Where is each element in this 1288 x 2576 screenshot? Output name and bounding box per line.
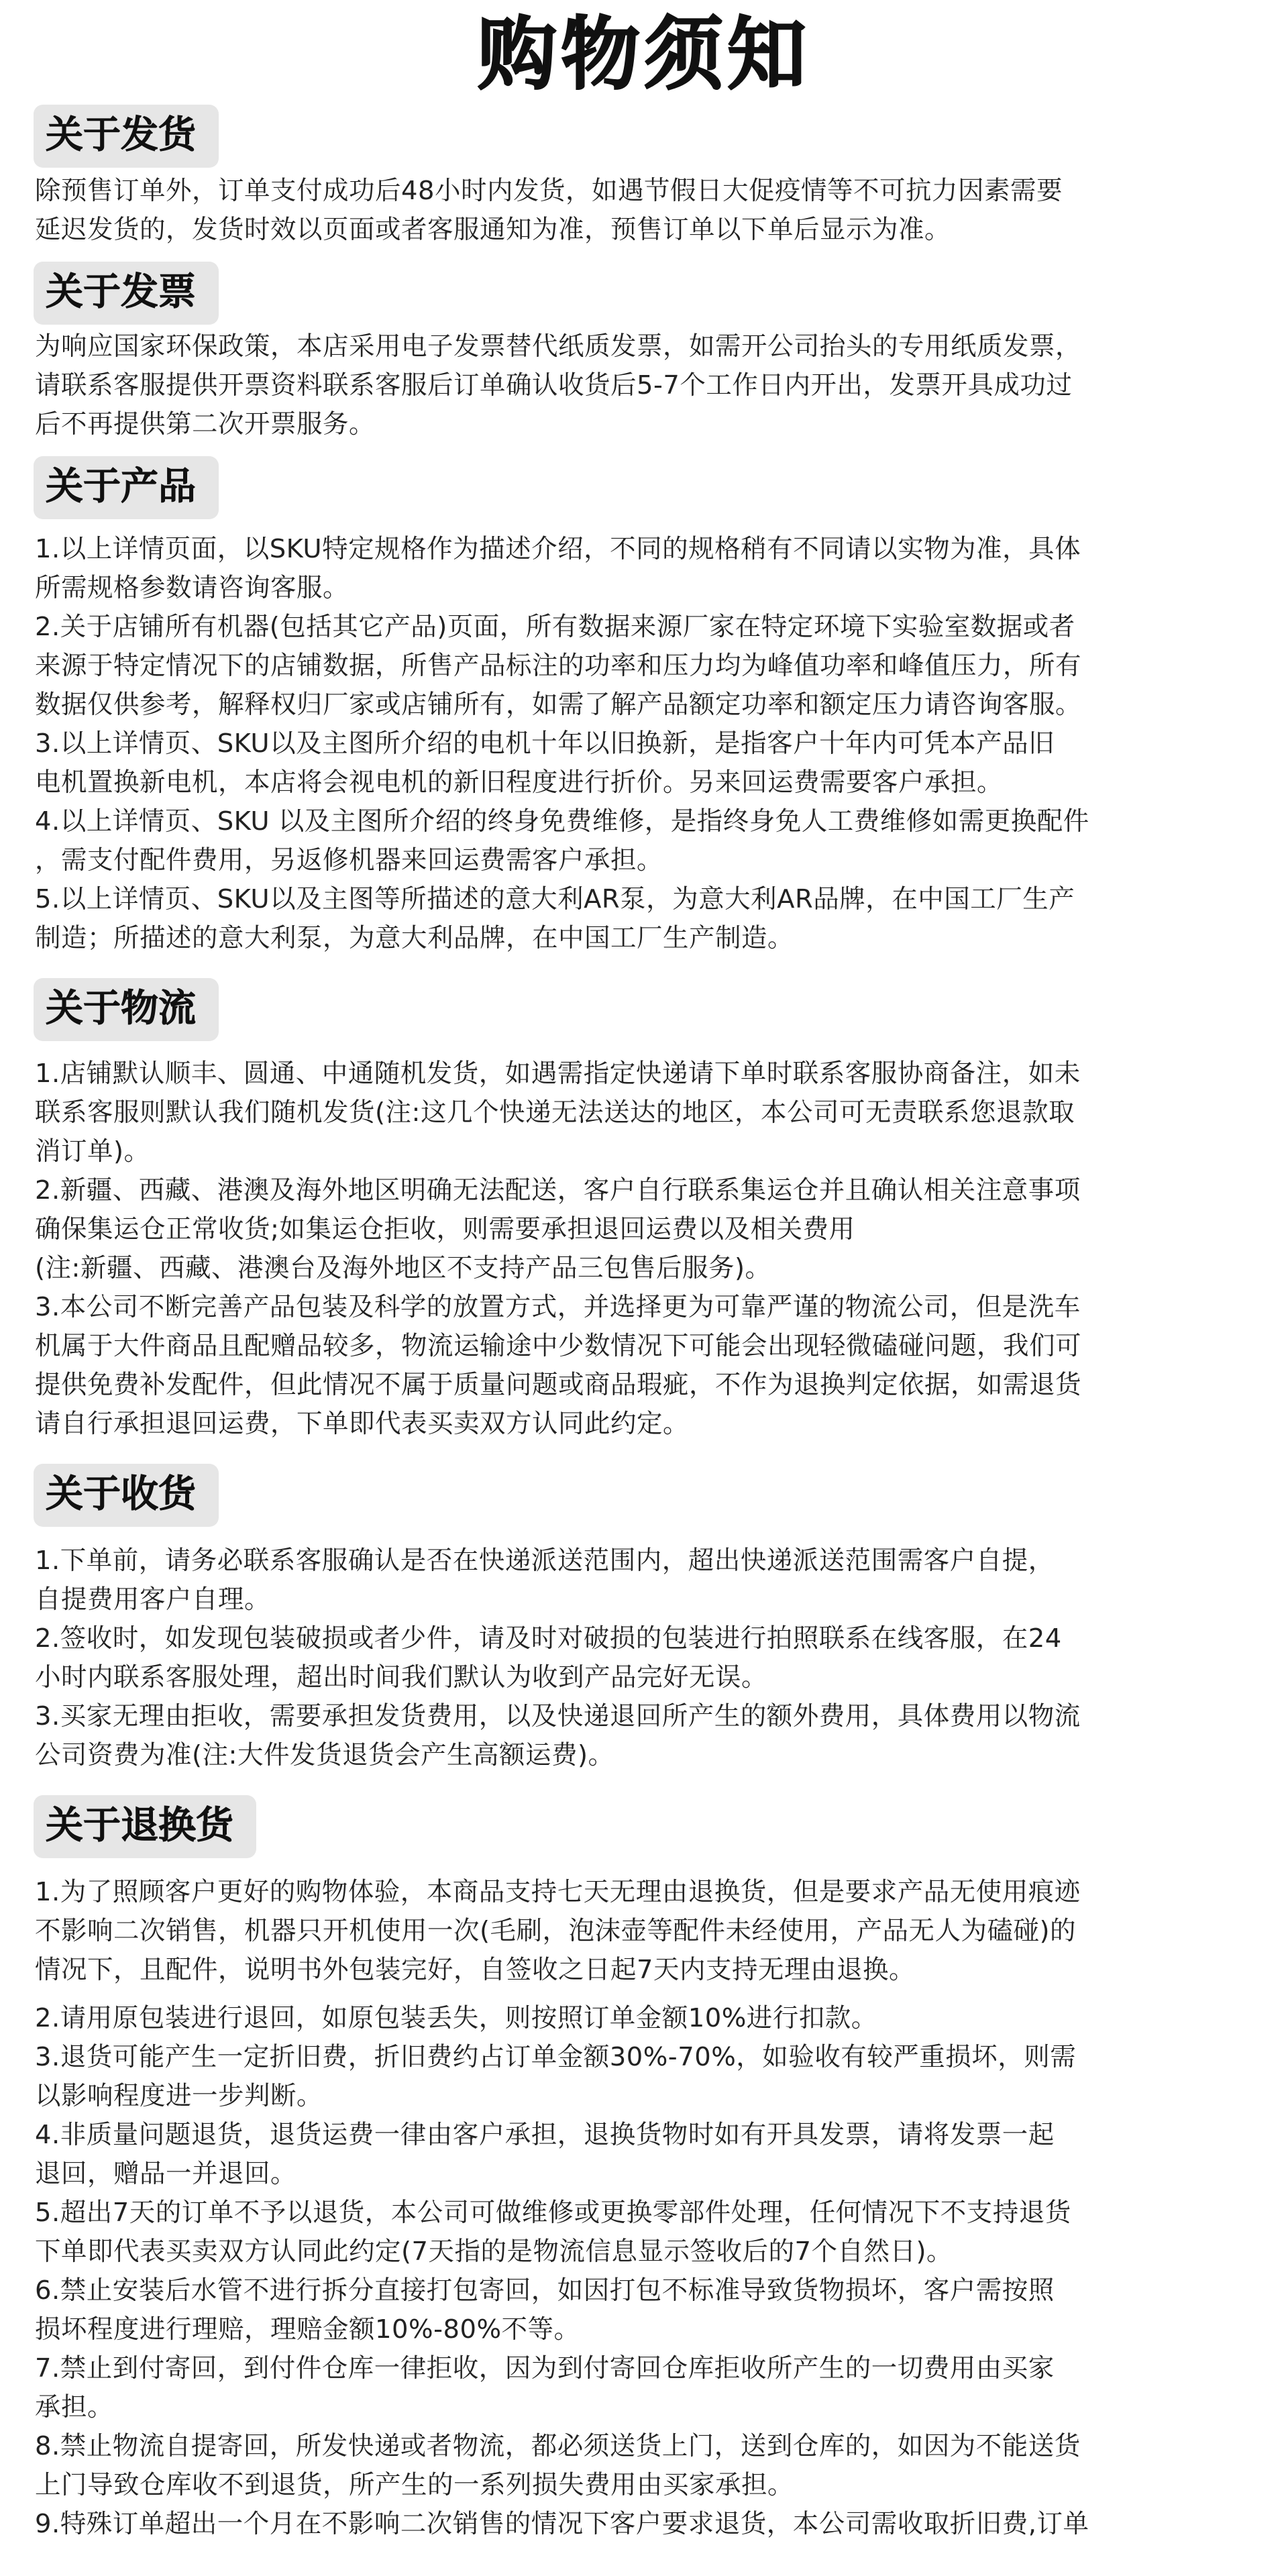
section-paragraph: 1.下单前，请务必联系客服确认是否在快递派送范围内，超出快递派送范围需客户自提， 自提费用客户自理。 bbox=[35, 1546, 1055, 1615]
section-paragraph: 2.请用原包装进行退回，如原包装丢失，则按照订单金额10%进行扣款。 bbox=[35, 2003, 877, 2033]
section-paragraph: 2.新疆、西藏、港澳及海外地区明确无法配送，客户自行联系集运仓并且确认相关注意事项 确保集运仓正常收货;如集运仓拒收，则需要承担退回运费以及相关费用 (注:新疆、西藏、港澳台及海外地区不支持产品三包售后服务)。 bbox=[35, 1175, 1081, 1283]
section bbox=[35, 1795, 1253, 2544]
section-paragraph: 5.超出7天的订单不予以退货，本公司可做维修或更换零部件处理，任何情况下不支持退货 下单即代表买卖双方认同此约定(7天指的是物流信息显示签收后的7个自然日)。 bbox=[35, 2198, 1071, 2267]
section-heading: 关于产品 bbox=[34, 456, 219, 519]
section-paragraph: 1.为了照顾客户更好的购物体验，本商品支持七天无理由退换货，但是要求产品无使用痕迹 不影响二次销售，机器只开机使用一次(毛刷，泡沫壶等配件未经使用，产品无人为磕碰)的 情况下，且配件，说明书外包装完好，自签收之日起7天内支持无理由退换。 bbox=[35, 1877, 1081, 1985]
section-paragraph: 9.特殊订单超出一个月在不影响二次销售的情况下客户要求退货，本公司需收取折旧费,订单 bbox=[35, 2509, 1089, 2539]
section-paragraph: 4.非质量问题退货，退货运费一律由客户承担，退换货物时如有开具发票，请将发票一起 退回，赠品一并退回。 bbox=[35, 2120, 1055, 2189]
section-paragraph: 5.以上详情页、SKU以及主图等所描述的意大利AR泵，为意大利AR品牌，在中国工厂生产 制造；所描述的意大利泵，为意大利品牌，在中国工厂生产制造。 bbox=[35, 884, 1075, 953]
section-paragraph: 1.以上详情页面，以SKU特定规格作为描述介绍，不同的规格稍有不同请以实物为准，具体 所需规格参数请咨询客服。 bbox=[35, 534, 1081, 603]
section bbox=[35, 1464, 1253, 1775]
page-title: 购物须知 bbox=[477, 8, 810, 101]
section-paragraph: 3.买家无理由拒收，需要承担发货费用，以及快递退回所产生的额外费用，具体费用以物流 公司资费为准(注:大件发货退货会产生高额运费)。 bbox=[35, 1701, 1081, 1770]
section bbox=[35, 978, 1253, 1444]
section-paragraph: 为响应国家环保政策，本店采用电子发票替代纸质发票，如需开公司抬头的专用纸质发票， 请联系客服提供开票资料联系客服后订单确认收货后5-7个工作日内开出，发票开具成功过 后不再提供第二次开票服务。 bbox=[35, 331, 1082, 439]
section-paragraph: 1.店铺默认顺丰、圆通、中通随机发货，如遇需指定快递请下单时联系客服协商备注，如未 联系客服则默认我们随机发货(注:这几个快递无法送达的地区，本公司可无责联系您退款取 消订单)。 bbox=[35, 1059, 1081, 1167]
section-heading: 关于退换货 bbox=[34, 1795, 256, 1858]
section bbox=[35, 105, 1253, 250]
section-paragraph: 除预售订单外，订单支付成功后48小时内发货，如遇节假日大促疫情等不可抗力因素需要 延迟发货的，发货时效以页面或者客服通知为准，预售订单以下单后显示为准。 bbox=[35, 176, 1063, 245]
section-heading: 关于收货 bbox=[34, 1464, 219, 1527]
section-paragraph: 3.本公司不断完善产品包装及科学的放置方式，并选择更为可靠严谨的物流公司，但是洗车 机属于大件商品且配赠品较多，物流运输途中少数情况下可能会出现轻微磕碰问题，我们可 提供免费补发配件，但此情况不属于质量问题或商品瑕疵，不作为退换判定依据，如需退货 请自行承担退回运费，下单即代表买卖双方认同此约定。 bbox=[35, 1292, 1082, 1439]
section bbox=[35, 456, 1253, 958]
section-heading: 关于发票 bbox=[34, 262, 219, 325]
section bbox=[35, 262, 1253, 444]
section-heading: 关于发货 bbox=[34, 105, 219, 168]
section-paragraph: 7.禁止到付寄回，到付件仓库一律拒收，因为到付寄回仓库拒收所产生的一切费用由买家 承担。 bbox=[35, 2353, 1055, 2422]
section-paragraph: 3.以上详情页、SKU以及主图所介绍的电机十年以旧换新，是指客户十年内可凭本产品旧 电机置换新电机，本店将会视电机的新旧程度进行折价。另来回运费需要客户承担。 bbox=[35, 729, 1055, 798]
section-paragraph: 4.以上详情页、SKU 以及主图所介绍的终身免费维修，是指终身免人工费维修如需更换配件 ，需支付配件费用，另返修机器来回运费需客户承担。 bbox=[35, 806, 1089, 875]
section-paragraph: 3.退货可能产生一定折旧费，折旧费约占订单金额30%-70%，如验收有较严重损坏，则需 以影响程度进一步判断。 bbox=[35, 2042, 1077, 2111]
section-paragraph: 2.签收时，如发现包装破损或者少件，请及时对破损的包装进行拍照联系在线客服，在24 小时内联系客服处理，超出时间我们默认为收到产品完好无误。 bbox=[35, 1623, 1062, 1693]
section-heading: 关于物流 bbox=[34, 978, 219, 1041]
notice-sections bbox=[0, 105, 1288, 2544]
section-paragraph: 8.禁止物流自提寄回，所发快递或者物流，都必须送货上门，送到仓库的，如因为不能送货 上门导致仓库收不到退货，所产生的一系列损失费用由买家承担。 bbox=[35, 2431, 1081, 2500]
section-paragraph: 2.关于店铺所有机器(包括其它产品)页面，所有数据来源厂家在特定环境下实验室数据或者 来源于特定情况下的店铺数据，所售产品标注的功率和压力均为峰值功率和峰值压力，所有 数据仅供参考，解释权归厂家或店铺所有，如需了解产品额定功率和额定压力请咨询客服。 bbox=[35, 612, 1082, 720]
section-paragraph: 6.禁止安装后水管不进行拆分直接打包寄回，如因打包不标准导致货物损坏，客户需按照 损坏程度进行理赔，理赔金额10%-80%不等。 bbox=[35, 2275, 1055, 2345]
